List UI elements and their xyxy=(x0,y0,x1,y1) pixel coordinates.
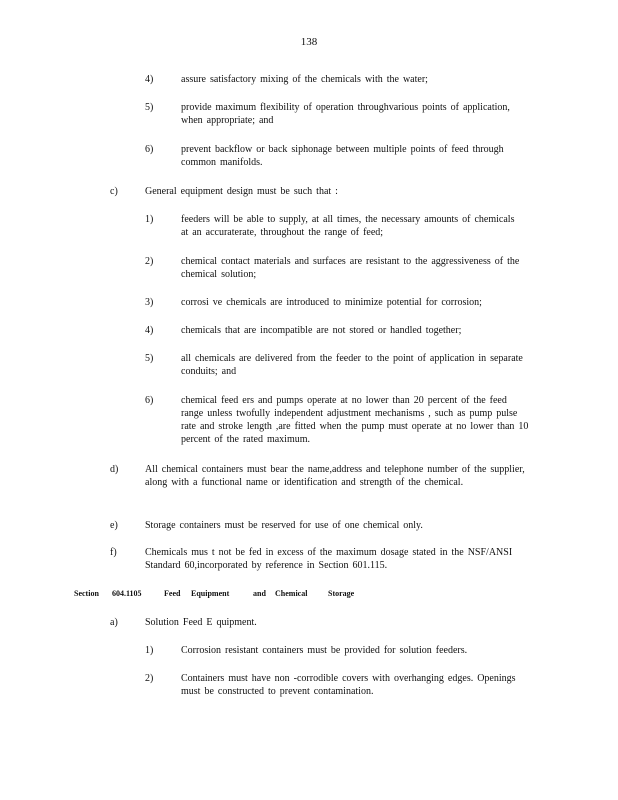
section-title-word: and xyxy=(253,589,266,598)
section-title-word: Storage xyxy=(328,589,355,598)
page-number: 138 xyxy=(300,36,318,48)
list-item-text: All chemical containers must bear the name,address and telephone number of the supplier, along with a functional name or identification and strength of the chemical. xyxy=(145,464,525,488)
list-marker: 3) xyxy=(145,297,154,308)
list-marker: 6) xyxy=(145,144,154,155)
list-item-text: Solution Feed E quipment. xyxy=(145,617,257,628)
section-title-word: Equipment xyxy=(191,589,230,598)
list-item-text: all chemicals are delivered from the feeder to the point of application in separate conduits; and xyxy=(181,353,523,377)
list-item-text: provide maximum flexibility of operation throughvarious points of application, when appropriate; and xyxy=(181,102,510,126)
list-item-text: chemical contact materials and surfaces are resistant to the aggressiveness of the chemical solution; xyxy=(181,256,520,280)
list-marker: 4) xyxy=(145,325,154,336)
list-item-text: General equipment design must be such that : xyxy=(145,186,338,197)
section-title-word: Feed xyxy=(164,589,181,598)
list-item-text: chemicals that are incompatible are not stored or handled together; xyxy=(181,325,462,336)
section-number: 604.1105 xyxy=(112,589,142,598)
list-item-text: feeders will be able to supply, at all times, the necessary amounts of chemicals at an accuraterate, throughout the range of feed; xyxy=(181,214,515,238)
list-item-text: corrosi ve chemicals are introduced to minimize potential for corrosion; xyxy=(181,297,482,308)
list-marker: f) xyxy=(110,547,117,558)
list-marker: 6) xyxy=(145,395,154,406)
list-item-text: Chemicals mus t not be fed in excess of the maximum dosage stated in the NSF/ANSI Standard 60,incorporated by reference in Section 601.115. xyxy=(145,547,513,571)
section-label: Section xyxy=(74,589,99,598)
list-marker: d) xyxy=(110,464,119,475)
list-marker: 5) xyxy=(145,353,154,364)
list-item-text: prevent backflow or back siphonage between multiple points of feed through common manifolds. xyxy=(181,144,504,168)
list-marker: 1) xyxy=(145,214,154,225)
list-item-text: chemical feed ers and pumps operate at no lower than 20 percent of the feed range unless twofully independent adjustment mechanisms , such as pump pulse rate and stroke length ,are fitted when the pump must operate at no lower than 10 percent of the rated maximum. xyxy=(181,395,529,445)
list-marker: 4) xyxy=(145,74,154,85)
list-marker: 5) xyxy=(145,102,154,113)
list-item-text: assure satisfactory mixing of the chemicals with the water; xyxy=(181,74,428,85)
list-item-text: Containers must have non -corrodible covers with overhanging edges. Openings must be constructed to prevent contamination. xyxy=(181,673,516,697)
list-marker: 2) xyxy=(145,673,154,684)
list-marker: 1) xyxy=(145,645,154,656)
list-marker: e) xyxy=(110,520,118,531)
list-marker: 2) xyxy=(145,256,154,267)
list-item-text: Storage containers must be reserved for use of one chemical only. xyxy=(145,520,423,531)
list-marker: a) xyxy=(110,617,118,628)
list-item-text: Corrosion resistant containers must be provided for solution feeders. xyxy=(181,645,468,656)
list-marker: c) xyxy=(110,186,118,197)
section-title-word: Chemical xyxy=(275,589,308,598)
